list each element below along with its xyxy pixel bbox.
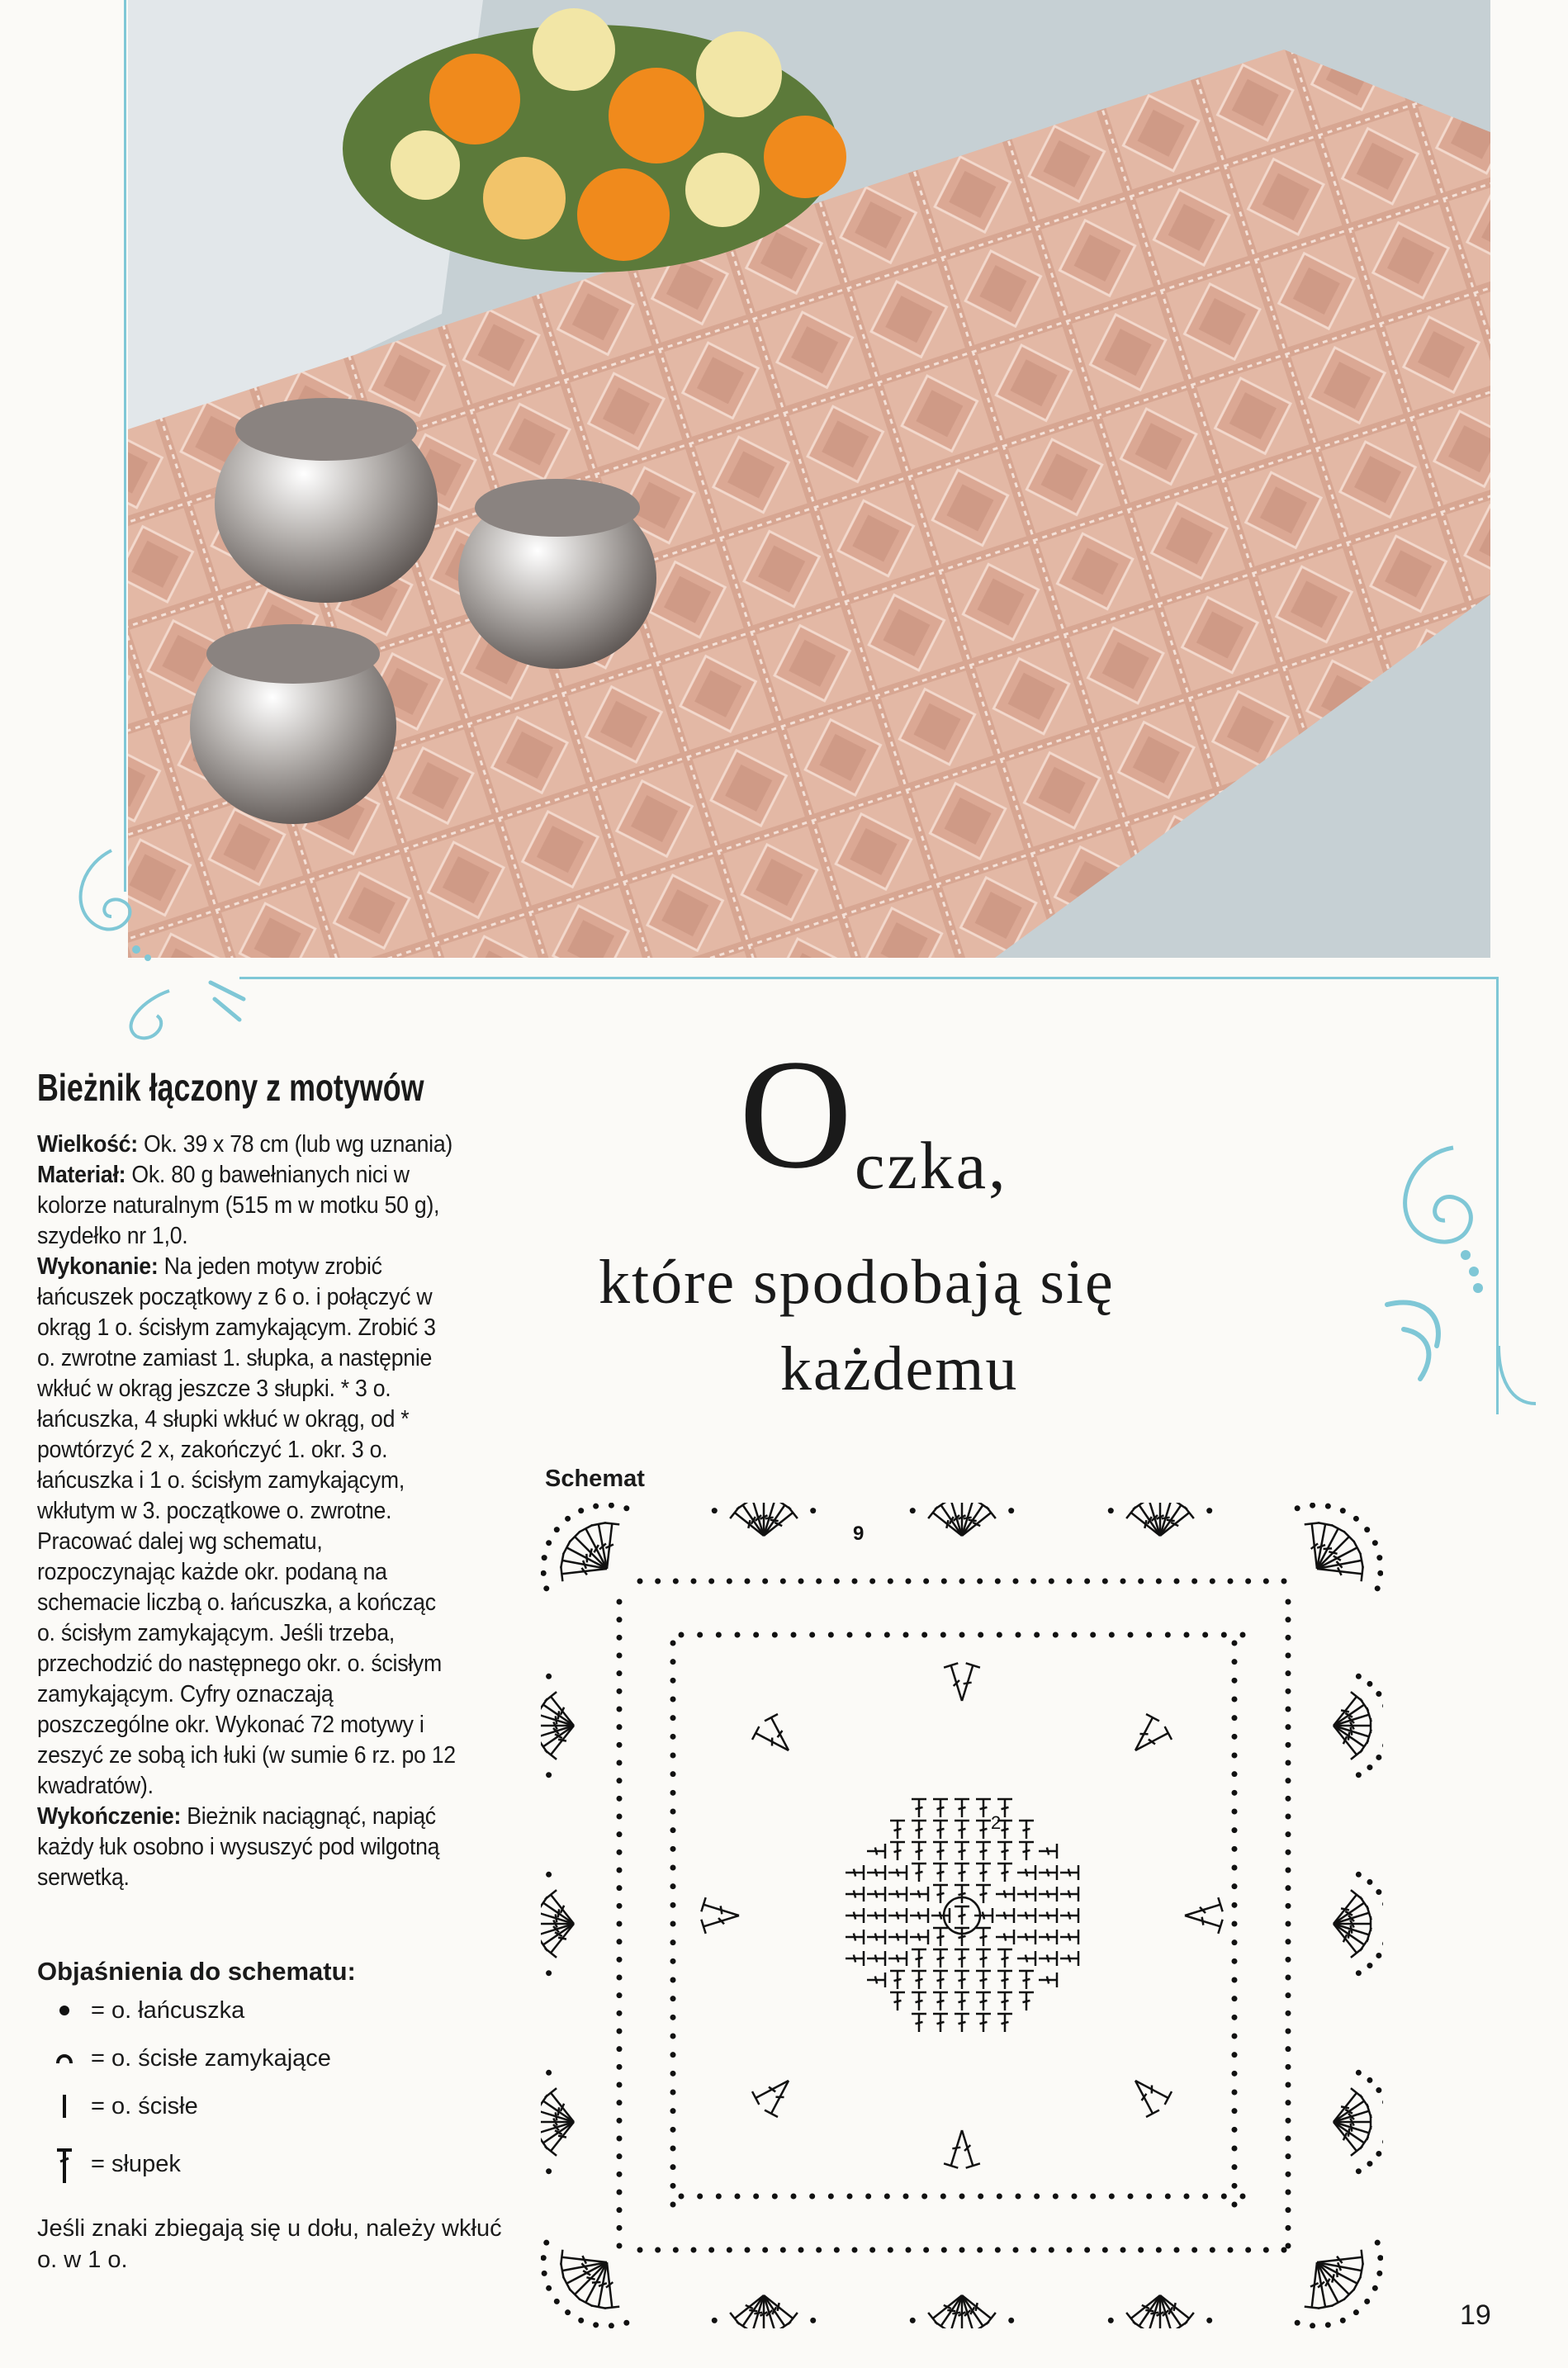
legend-text-chain: = o. łańcuszka (91, 1996, 245, 2024)
headline-line1-rest: czka, (855, 1128, 1008, 1203)
material-text: Ok. 80 g bawełnianych nici w kolorze naturalnym (515 m w motku 50 g), szydełko nr 1,0. (37, 1162, 440, 1249)
page-number: 19 (1460, 2299, 1491, 2331)
legend-item-single (37, 2086, 198, 2127)
legend-text-single: = o. ścisłe (91, 2092, 198, 2119)
ornament-swirl-left (45, 834, 260, 1049)
execution-label: Wykonanie: (37, 1253, 159, 1280)
material-label: Materiał: (37, 1162, 126, 1188)
crochet-schema-diagram (541, 1503, 1383, 2328)
legend-item-chain (37, 1990, 244, 2031)
article-title: Bieżnik łączony z motywów (37, 1066, 424, 1109)
finishing-paragraph (37, 1802, 459, 1893)
legend-item-slip (37, 2038, 331, 2079)
frame-line-left (124, 0, 126, 892)
legend-note: Jeśli znaki zbiegają się u dołu, należy wkłuć o. w 1 o. (37, 2215, 502, 2273)
single-crochet-bar-icon (37, 2091, 91, 2121)
size-text: Ok. 39 x 78 cm (lub wg uznania) (137, 1131, 453, 1158)
photo-illustration (128, 0, 1490, 958)
round-number-9: 9 (853, 1523, 865, 1545)
article-body (37, 1130, 459, 1893)
legend-item-double (37, 2143, 181, 2185)
execution-paragraph-2: Pracować dalej wg schematu, rozpoczynając każde okr. podaną na schemacie liczbą o. łańcuszka, a kończąc o. ścisłym zamykającym. Jeśli trzeba, przechodzić do następnego okr. o. ścisłym zamykającym. Cyfry oznaczają poszczególne okr. Wykonać 72 motywy i zeszyć ze sobą ich łuki (w sumie 6 rz. po 12 kwadratów). (37, 1528, 456, 1799)
legend-text-slip: = o. ścisłe zamykające (91, 2044, 331, 2072)
schema-label: Schemat (545, 1466, 645, 1492)
size-label: Wielkość: (37, 1131, 138, 1158)
headline-line2: które spodobają się (599, 1248, 1115, 1317)
finishing-text: Bieżnik naciągnąć, napiąć każdy łuk osobno i wysuszyć pod wilgotną serwetką. (37, 1803, 440, 1891)
finishing-label: Wykończenie: (37, 1803, 182, 1830)
headline-line3: każdemu (780, 1334, 1019, 1404)
execution-paragraph (37, 1252, 459, 1527)
ornament-swirl-right (1354, 1131, 1544, 1420)
material-paragraph (37, 1160, 459, 1252)
frame-line-bottom (239, 977, 1499, 979)
chain-dot-icon (37, 2002, 91, 2019)
execution-text: Na jeden motyw zrobić łańcuszek początkowy z 6 o. i połączyć w okrąg 1 o. ścisłym zamykającym. Zrobić 3 o. zwrotne zamiast 1. słupka, a następnie wkłuć w okrąg jeszcze 3 słupki. * 3 o. łańcuszka, 4 słupki wkłuć w okrąg, od * powtórzyć 2 x, zakończyć 1. okr. 3 o. łańcuszka i 1 o. ścisłym zamykającym, wkłutym w 3. początkowe o. zwrotne. (37, 1253, 436, 1524)
round-number-2: 2 (991, 1812, 1002, 1833)
size-paragraph (37, 1130, 459, 1160)
headline-big-letter: O (739, 1028, 853, 1201)
legend-text-double: = słupek (91, 2150, 181, 2177)
slip-stitch-arc-icon (37, 2050, 91, 2067)
legend-title: Objaśnienia do schematu: (37, 1957, 356, 1986)
tablerunner-photo (128, 0, 1490, 958)
double-crochet-t-icon (37, 2143, 91, 2185)
